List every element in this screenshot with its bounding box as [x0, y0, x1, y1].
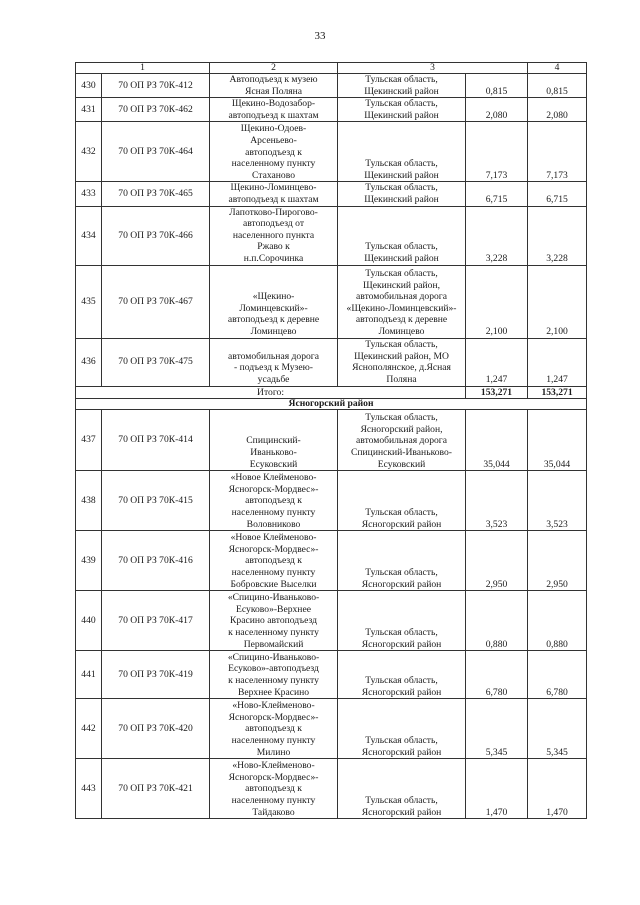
length-total: 35,044 — [528, 410, 587, 471]
length-value: 3,523 — [466, 471, 528, 531]
road-name: Лапотково-Пирогово- автоподъезд от населенного пункта Ржаво к н.п.Сорочинка — [210, 206, 338, 265]
length-total: 6,780 — [528, 651, 587, 699]
road-code: 70 ОП РЗ 70К-462 — [102, 98, 210, 122]
road-name: автомобильная дорога - подъезд к Музею- усадьбе — [210, 338, 338, 386]
road-location: Тульская область, Ясногорский район — [338, 591, 466, 651]
page-number: 33 — [314, 30, 326, 42]
table-row — [76, 338, 587, 386]
length-total: 5,345 — [528, 699, 587, 759]
road-location: Тульская область, Щекинский район — [338, 122, 466, 182]
table-row — [76, 531, 587, 591]
header-col-2: 2 — [210, 63, 338, 74]
road-location: Тульская область, Щекинский район — [338, 182, 466, 206]
section-title: Ясногорский район — [76, 399, 587, 410]
length-value: 2,080 — [466, 98, 528, 122]
length-value: 0,880 — [466, 591, 528, 651]
road-name: Спицинский- Иваньково- Есуковский — [210, 410, 338, 471]
road-code: 70 ОП РЗ 70К-412 — [102, 74, 210, 98]
row-number: 433 — [76, 182, 102, 206]
header-col-1: 1 — [76, 63, 210, 74]
length-total: 2,080 — [528, 98, 587, 122]
row-number: 435 — [76, 265, 102, 338]
table-row — [76, 699, 587, 759]
total-row — [76, 386, 587, 399]
road-location: Тульская область, Щекинский район, МО Яснополянское, д.Ясная Поляна — [338, 338, 466, 386]
road-location: Тульская область, Щекинский район — [338, 98, 466, 122]
road-name: «Новое Клейменово- Ясногорск-Мордвес»- автоподъезд к населенному пункту Бобровские Выселки — [210, 531, 338, 591]
table-row — [76, 471, 587, 531]
row-number: 443 — [76, 759, 102, 819]
length-value: 3,228 — [466, 206, 528, 265]
row-number: 441 — [76, 651, 102, 699]
row-number: 434 — [76, 206, 102, 265]
road-location: Тульская область, Ясногорский район — [338, 699, 466, 759]
road-name: Щекино-Одоев- Арсеньево- автоподъезд к населенному пункту Стаханово — [210, 122, 338, 182]
length-total: 3,523 — [528, 471, 587, 531]
road-name: Щекино-Водозабор- автоподъезд к шахтам — [210, 98, 338, 122]
length-total: 2,100 — [528, 265, 587, 338]
road-name: «Ново-Клейменово- Ясногорск-Мордвес»- автоподъезд к населенному пункту Тайдаково — [210, 759, 338, 819]
length-value: 6,780 — [466, 651, 528, 699]
length-value: 35,044 — [466, 410, 528, 471]
row-number: 439 — [76, 531, 102, 591]
road-location: Тульская область, Ясногорский район — [338, 759, 466, 819]
length-total: 6,715 — [528, 182, 587, 206]
road-code: 70 ОП РЗ 70К-465 — [102, 182, 210, 206]
road-code: 70 ОП РЗ 70К-467 — [102, 265, 210, 338]
length-total: 2,950 — [528, 531, 587, 591]
road-name: Автоподъезд к музею Ясная Поляна — [210, 74, 338, 98]
table-row — [76, 122, 587, 182]
header-col-3: 3 — [338, 63, 528, 74]
length-value: 2,100 — [466, 265, 528, 338]
road-code: 70 ОП РЗ 70К-475 — [102, 338, 210, 386]
length-total: 0,815 — [528, 74, 587, 98]
length-value: 6,715 — [466, 182, 528, 206]
road-name: «Щекино- Ломинцевский»- автоподъезд к деревне Ломинцево — [210, 265, 338, 338]
road-name: Щекино-Ломинцево- автоподъезд к шахтам — [210, 182, 338, 206]
length-value: 7,173 — [466, 122, 528, 182]
length-total: 1,247 — [528, 338, 587, 386]
road-name: «Спицино-Иваньково- Есуково»-Верхнее Красино автоподъезд к населенному пункту Первомайский — [210, 591, 338, 651]
length-value: 2,950 — [466, 531, 528, 591]
road-code: 70 ОП РЗ 70К-420 — [102, 699, 210, 759]
road-name: «Новое Клейменово- Ясногорск-Мордвес»- автоподъезд к населенному пункту Воловниково — [210, 471, 338, 531]
length-total: 3,228 — [528, 206, 587, 265]
header-col-4: 4 — [528, 63, 587, 74]
road-code: 70 ОП РЗ 70К-421 — [102, 759, 210, 819]
road-code: 70 ОП РЗ 70К-417 — [102, 591, 210, 651]
row-number: 437 — [76, 410, 102, 471]
length-value: 0,815 — [466, 74, 528, 98]
length-value: 1,247 — [466, 338, 528, 386]
length-value: 1,470 — [466, 759, 528, 819]
row-number: 432 — [76, 122, 102, 182]
table-row — [76, 651, 587, 699]
row-number: 430 — [76, 74, 102, 98]
table-row — [76, 98, 587, 122]
section-row — [76, 399, 587, 410]
road-code: 70 ОП РЗ 70К-415 — [102, 471, 210, 531]
road-location: Тульская область, Ясногорский район, автомобильная дорога Спицинский-Иваньково- Есуковский — [338, 410, 466, 471]
row-number: 440 — [76, 591, 102, 651]
table-row — [76, 591, 587, 651]
row-number: 436 — [76, 338, 102, 386]
total-label: Итого: — [76, 386, 466, 399]
road-code: 70 ОП РЗ 70К-416 — [102, 531, 210, 591]
length-total: 1,470 — [528, 759, 587, 819]
table-row — [76, 74, 587, 98]
roads-table — [75, 62, 587, 819]
row-number: 442 — [76, 699, 102, 759]
road-name: «Ново-Клейменово- Ясногорск-Мордвес»- автоподъезд к населенному пункту Милино — [210, 699, 338, 759]
total-value-2: 153,271 — [528, 386, 587, 399]
road-location: Тульская область, Ясногорский район — [338, 471, 466, 531]
road-code: 70 ОП РЗ 70К-466 — [102, 206, 210, 265]
row-number: 438 — [76, 471, 102, 531]
road-location: Тульская область, Ясногорский район — [338, 651, 466, 699]
length-value: 5,345 — [466, 699, 528, 759]
table-row — [76, 759, 587, 819]
table-row — [76, 182, 587, 206]
row-number: 431 — [76, 98, 102, 122]
road-code: 70 ОП РЗ 70К-419 — [102, 651, 210, 699]
length-total: 0,880 — [528, 591, 587, 651]
length-total: 7,173 — [528, 122, 587, 182]
road-code: 70 ОП РЗ 70К-464 — [102, 122, 210, 182]
table-row — [76, 410, 587, 471]
total-value: 153,271 — [466, 386, 528, 399]
road-location: Тульская область, Щекинский район, автомобильная дорога «Щекино-Ломинцевский»- автоподъезд к деревне Ломинцево — [338, 265, 466, 338]
table-row — [76, 265, 587, 338]
road-code: 70 ОП РЗ 70К-414 — [102, 410, 210, 471]
road-location: Тульская область, Щекинский район — [338, 206, 466, 265]
road-location: Тульская область, Ясногорский район — [338, 531, 466, 591]
table-row — [76, 206, 587, 265]
road-name: «Спицино-Иваньково- Есуково»-автоподъезд к населенному пункту Верхнее Красино — [210, 651, 338, 699]
road-location: Тульская область, Щекинский район — [338, 74, 466, 98]
header-row — [76, 63, 587, 74]
